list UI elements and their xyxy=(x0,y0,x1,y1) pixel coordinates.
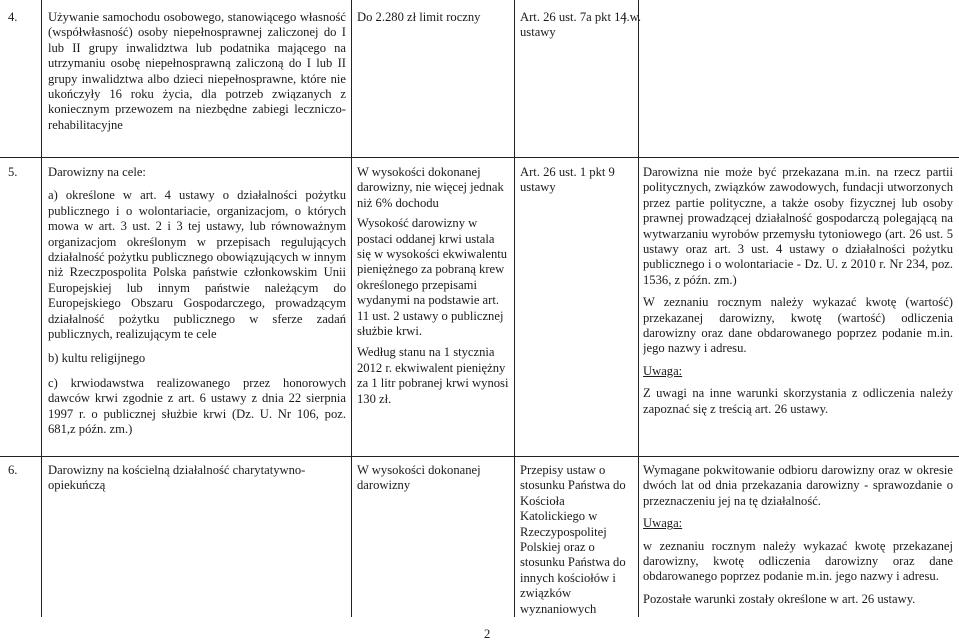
col-divider-4 xyxy=(638,0,639,617)
row-6-limit: W wysokości dokonanej darowizny xyxy=(357,463,481,493)
row-4-notes: j.w. xyxy=(623,10,642,24)
row-5-limit-2: Wysokość darowizny w postaci oddanej krwi ustala się w wysokości ekwiwalentu pieniężnego za pobraną krew określonego przepisami wydanymi na podstawie art. 11 ust. 2 ustawy o publicznej służbie krwi. xyxy=(357,216,508,339)
col-divider-2 xyxy=(351,0,352,617)
row-divider-5-6 xyxy=(0,456,959,457)
row-6-notes-2: w zeznaniu rocznym należy wykazać kwotę przekazanej darowizny, kwotę odliczenia darowizny oraz dane obdarowanego poprzez podanie m.in. jego nazwy i adresu. xyxy=(643,538,953,584)
row-6-notes xyxy=(643,463,953,607)
row-5-legal-basis: Art. 26 ust. 1 pkt 9 ustawy xyxy=(520,165,615,195)
row-5-number: 5. xyxy=(8,165,18,179)
row-6-description: Darowizny na kościelną działalność charytatywno-opiekuńczą xyxy=(48,463,306,493)
row-6-notes-uwaga: Uwaga: xyxy=(643,516,683,531)
row-6-notes-3: Pozostałe warunki zostały określone w art. 26 ustawy. xyxy=(643,591,916,606)
row-4-limit: Do 2.280 zł limit roczny xyxy=(357,10,481,24)
row-5-notes-3: Z uwagi na inne warunki skorzystania z odliczenia należy zapoznać się z treścią art. 26 ustawy. xyxy=(643,386,953,416)
row-divider-4-5 xyxy=(0,157,959,158)
row-4-description: Używanie samochodu osobowego, stanowiącego własność (współwłasność) osoby niepełnosprawnej zaliczonej do I lub II grupy inwalidztwa lub podatnika mającego na utrzymaniu osobę niepełnosprawną zaliczoną do I lub II grupy inwalidztwa albo dzieci niepełnosprawne, które nie ukończyły 16 roku życia, dla potrzeb związanych z koniecznym przewozem na niezbędne zabiegi leczniczo-rehabilitacyjne xyxy=(48,10,346,132)
row-6-legal-basis: Przepisy ustaw o stosunku Państwa do Kościoła Katolickiego w Rzeczypospolitej Polskiej oraz o stosunku Państwa do innych kościołów i związków wyznaniowych xyxy=(520,463,626,616)
row-5-desc-a: a) określone w art. 4 ustawy o działalności pożytku publicznego i o wolontariacie, organizacjom, o których mowa w art. 3 ust. 2 i 3 tej ustawy, lub równoważnym organizacjom określonym w przepisach regulujących działalność pożytku publicznego obowiązujących w innym niż Rzeczpospolita Polska państwie członkowskim Unii Europejskiej lub innym państwie należącym do Europejskiego Obszaru Gospodarczego, prowadzącym działalność pożytku publicznego w sferze zadań publicznych, realizującym te cele xyxy=(48,188,346,342)
col-divider-1 xyxy=(41,0,42,617)
row-5-desc-c: c) krwiodawstwa realizowanego przez honorowych dawców krwi zgodnie z art. 6 ustawy z dnia 22 sierpnia 1997 r. o publicznej służbie krwi (Dz. U. Nr 106, poz. 681,z późn. zm.) xyxy=(48,375,346,437)
row-4-number: 4. xyxy=(8,10,18,24)
row-5-description xyxy=(48,165,346,438)
col-divider-3 xyxy=(514,0,515,617)
page-number: 2 xyxy=(484,627,491,641)
row-5-limit-1: W wysokości dokonanej darowizny, nie więcej jednak niż 6% dochodu xyxy=(357,165,504,210)
row-5-notes-uwaga: Uwaga: xyxy=(643,363,683,378)
row-5-desc-title: Darowizny na cele: xyxy=(48,165,146,179)
row-6-notes-1: Wymagane pokwitowanie odbioru darowizny oraz w okresie dwóch lat od dnia przekazania darowizny - sprawozdanie o przeznaczeniu jej na tę działalność. xyxy=(643,463,953,508)
row-6-number: 6. xyxy=(8,463,18,477)
row-5-notes-2: W zeznaniu rocznym należy wykazać kwotę (wartość) przekazanej darowizny, kwotę (wartość) odliczenia darowizny oraz dane obdarowanego poprzez podanie m.in. jego nazwy i adresu. xyxy=(643,295,953,356)
row-5-limit-3: Według stanu na 1 stycznia 2012 r. ekwiwalent pieniężny za 1 litr pobranej krwi wynosi 130 zł. xyxy=(357,345,509,406)
row-5-limit xyxy=(357,165,509,407)
row-5-notes-1: Darowizna nie może być przekazana m.in. na rzecz partii politycznych, związków zawodowych, fundacji utworzonych przez partie polityczne, a także osoby fizycznej lub osoby prawnej prowadzącej działalność gospodarczą polegającą na wytwarzaniu wyrobów przemysłu tytoniowego (art. 26 ust. 5 ustawy oraz art. 3 ust. 4 ustawy o działalności pożytku publicznego i o wolontariacie - Dz. U. z 2010 r. Nr 234, poz. 1536, z późn. zm.) xyxy=(643,165,953,287)
row-5-desc-b: b) kultu religijnego xyxy=(48,351,146,366)
row-4-legal-basis: Art. 26 ust. 7a pkt 14 ustawy xyxy=(520,10,627,40)
row-5-notes xyxy=(643,165,953,417)
